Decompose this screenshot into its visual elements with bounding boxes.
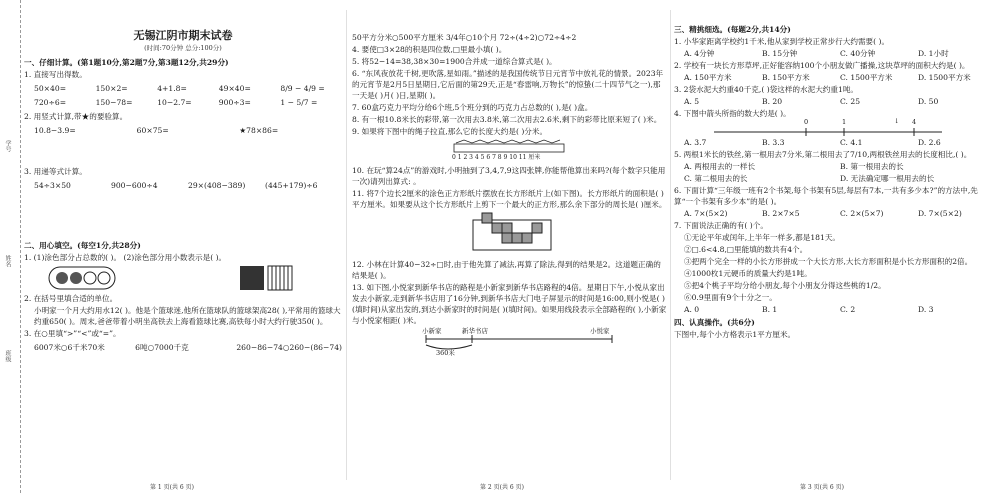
section-4-heading: 四、认真操作。(共6分) — [674, 318, 755, 327]
statement: ①无论平年或闰年,上半年一样多,都是181天。 — [684, 233, 841, 242]
choice-q4-options — [684, 137, 996, 148]
calc-q1: 1. 直接写出得数。 — [24, 70, 87, 80]
option: A. 0 — [684, 305, 700, 314]
option: C. 第二根用去的长 — [684, 174, 748, 183]
fill-q2: 2. 在括号里填合适的单位。 — [24, 294, 118, 304]
calc-row-1 — [34, 83, 342, 94]
option: B. 15分钟 — [762, 49, 798, 58]
calc-item: 150×2= — [95, 84, 128, 94]
numline-1: 1 — [842, 118, 847, 126]
rectangle-figure — [472, 212, 668, 257]
choice-q2-options — [684, 72, 996, 83]
compare-item: 260−86−74○260−(86−74) — [236, 343, 342, 353]
fill-q5: 5. 将52−14=38,38×30=1900合并成一道综合算式是( )。 — [352, 57, 557, 66]
choice-q4: 4. 下图中箭头所指的数大约是( )。 — [674, 109, 791, 118]
ruler-labels: 0 1 2 3 4 5 6 7 8 9 10 11 厘米 — [452, 154, 541, 161]
fill-q12: 12. 小林在计算40−32÷□时,由于他先算了减法,再算了除法,得到的结果是2。这道题正确的结果是( )。 — [352, 259, 661, 280]
rope-ruler — [452, 139, 582, 153]
option: C. 2×(5×7) — [840, 209, 884, 218]
fill-q1-figures — [48, 265, 342, 291]
exam-title: 无锡江阴市期末试卷 — [133, 29, 233, 42]
fill-q4: 4. 要使□3×28的积是四位数,□里最小填( )。 — [352, 45, 507, 54]
operation-intro: 下图中,每个小方格表示1平方厘米。 — [674, 330, 796, 339]
choice-q1-options — [684, 48, 996, 59]
calc-item: (445+179)÷6 — [265, 181, 318, 191]
option: C. 4.1 — [840, 138, 863, 147]
calc-item: 29×(408−389) — [188, 181, 246, 191]
numline-0: 0 — [804, 118, 809, 126]
statement: ⑤把4个桃子平均分给小朋友,每个小朋友分得这些桃的1/2。 — [684, 281, 886, 290]
fill-q7: 7. 60盒巧克力平均分给6个班,5个班分到的巧克力占总数的( ),是( )盒。 — [352, 103, 593, 112]
choice-q6: 6. 下面计算“三年级一班有2个书架,每个书架有5层,每层有7本,一共有多少本?”的方法中,先算“一个书架有多少本”的是( )。 — [674, 186, 978, 206]
calc-item: 10−2.7= — [157, 98, 192, 108]
binding-strip — [0, 0, 21, 493]
statement: ④1000枚1元硬币的质量大约是1吨。 — [684, 269, 812, 278]
choice-q3: 3. 2袋水泥大约重40千克,( )袋这样的水泥大约重1吨。 — [674, 85, 859, 94]
choice-q5-options-a — [684, 161, 996, 172]
compare-item: 6吨○7000千克 — [135, 343, 189, 353]
option: A. 3.7 — [684, 138, 707, 147]
option: A. 7×(5×2) — [684, 209, 728, 218]
numline-arrow: ↓ — [894, 117, 900, 125]
page-1-column — [24, 6, 342, 356]
option: D. 3 — [918, 305, 934, 314]
calc-item: 1 − 5/7 = — [280, 98, 318, 108]
section-2-heading: 二、用心填空。(每空1分,共28分) — [24, 241, 141, 251]
option: D. 1500平方米 — [918, 73, 971, 82]
fill-q10: 10. 在玩“算24点”的游戏时,小明抽到了3,4,7,9这四张牌,你能帮他算出来吗?(每个数字只能用一次)请列出算式: 。 — [352, 165, 666, 186]
option: D. 2.6 — [918, 138, 941, 147]
option: A. 两根用去的一样长 — [684, 162, 756, 171]
calc-q2: 2. 用竖式计算,带★的要验算。 — [24, 112, 128, 122]
choice-q5-options-b — [684, 173, 996, 184]
vertical-calc-row — [34, 125, 342, 136]
number-line — [714, 128, 944, 136]
distance-line-figure — [422, 327, 668, 357]
class-label: 班级 — [4, 350, 11, 362]
calc-item: 150−78= — [95, 98, 133, 108]
calc-item: 49×40= — [218, 84, 251, 94]
statement: ⑥0.9里面有9个十分之一。 — [684, 293, 777, 302]
fill-q1: 1. (1)涂色部分占总数的( )。 (2)涂色部分用小数表示是( )。 — [24, 253, 227, 263]
calc-item: 50×40= — [34, 84, 67, 94]
option: C. 1500平方米 — [840, 73, 893, 82]
exam-subtitle: (时间:70分钟 总分:100分) — [144, 43, 222, 52]
statement: ②□.6<4.8,□里能填的数共有4个。 — [684, 245, 808, 254]
option: B. 20 — [762, 97, 783, 106]
choice-q3-options — [684, 96, 996, 107]
line-length-label: 360米 — [436, 348, 455, 357]
calc-item: 54÷3×50 — [34, 181, 71, 191]
option: B. 150平方米 — [762, 73, 810, 82]
student-id-label: 学号 — [4, 140, 11, 152]
option: B. 3.3 — [762, 138, 785, 147]
line-label-xiaoyue: 小悦家 — [590, 326, 610, 335]
fill-q2-text: 小明家一个月大约用水12( )。他是个篮球迷,他所在篮球队的篮球架高28( ),平常用的篮球大约重650( )。周末,爸爸带着小明坐高铁去上海看篮球比赛,高铁每小时大约行驶350( )。 — [34, 306, 341, 327]
calc-item: 60×75= — [136, 126, 169, 136]
compare-item: 6007米○6千米70米 — [34, 343, 105, 353]
page-2-column — [352, 6, 668, 357]
ruler-figure — [452, 139, 668, 163]
calc-item: 4+1.8= — [157, 84, 187, 94]
option: D. 7×(5×2) — [918, 209, 962, 218]
section-1-heading: 一、仔细计算。(第1题10分,第2题7分,第3题12分,共29分) — [24, 58, 229, 68]
squares-in-rectangle — [472, 212, 552, 254]
name-label: 姓名 — [4, 255, 11, 267]
calc-item: 720÷6= — [34, 98, 67, 108]
calc-item: 900÷3= — [218, 98, 251, 108]
section-3-heading: 三、精挑细选。(每题2分,共14分) — [674, 25, 791, 34]
numline-4: 4 — [912, 118, 917, 126]
calc-item: ★78×86= — [239, 126, 279, 136]
option: A. 150平方米 — [684, 73, 732, 82]
option: C. 2 — [840, 305, 856, 314]
shaded-grid-figure — [238, 265, 298, 291]
option: D. 50 — [918, 97, 939, 106]
stepwise-calc-row — [34, 180, 342, 191]
fill-q13: 13. 如下图,小悦家到新华书店的路程是小新家到新华书店路程的4倍。星期日下午,小悦从家出发去小新家,走到新华书店用了16分钟,到新华书店大门电子屏显示的时间是16:00,则小悦是( )(填时间)从家出发的,到达小新家时的时间是( )(填时间)。如果用线段表示全部路程的( ),小新家与小悦家相距( )米。 — [352, 282, 667, 325]
shaded-ovals-figure — [48, 265, 118, 291]
line-label-bookstore: 新华书店 — [462, 326, 488, 335]
calc-item: 8/9 − 4/9 = — [280, 84, 325, 94]
compare-row-cont: 50平方分米○500平方厘米 3/4年○10个月 72÷(4÷2)○72÷4÷2 — [352, 33, 577, 42]
fill-q6: 6. “东风夜放花千树,更吹落,星如雨。”描述的是我国传统节日元宵节中放礼花的情景。2023年的元宵节是2月5日星期日,它后面的第29天,正是“春雷响,万物长”的惊蛰(二十四节气之一),那一天是( )月( )日,星期( )。 — [352, 69, 664, 100]
fill-q8: 8. 有一根10.8米长的彩带,第一次用去3.8米,第二次用去2.6米,剩下的彩带比原来短了( )米。 — [352, 115, 662, 124]
option: B. 2×7×5 — [762, 209, 800, 218]
page-2-footer: 第 2 页(共 6 页) — [480, 484, 524, 491]
calc-row-2 — [34, 97, 342, 108]
choice-q2: 2. 学校有一块长方形草坪,正好能容纳100个小朋友做广播操,这块草坪的面积大约是( )。 — [674, 61, 970, 70]
page-3-footer: 第 3 页(共 6 页) — [800, 484, 844, 491]
choice-q7: 7. 下面说法正确的有( )个。 — [674, 221, 768, 230]
option: B. 1 — [762, 305, 778, 314]
calc-q3: 3. 用递等式计算。 — [24, 167, 87, 177]
choice-q7-options — [684, 304, 996, 315]
choice-q6-options — [684, 208, 996, 219]
compare-row — [34, 342, 342, 353]
statement: ③把两个完全一样的小长方形拼成一个大长方形,大长方形面积是小长方形面积的2倍。 — [684, 257, 973, 266]
choice-q5: 5. 两根1米长的铁丝,第一根用去7分米,第二根用去了7/10,两根铁丝用去的长度相比,( )。 — [674, 150, 972, 159]
option: C. 25 — [840, 97, 861, 106]
option: D. 无法确定哪一根用去的长 — [840, 174, 935, 183]
calc-item: 10.8−3.9= — [34, 126, 76, 136]
page-1-footer: 第 1 页(共 6 页) — [150, 484, 194, 491]
choice-q1: 1. 小华家距离学校约1千米,他从家到学校正常步行大约需要( )。 — [674, 37, 890, 46]
fill-q9: 9. 如果将下图中的绳子拉直,那么它的长度大约是( )分米。 — [352, 127, 548, 136]
option: A. 4分钟 — [684, 49, 715, 58]
page-3-column — [674, 6, 996, 341]
calc-item: 900−600÷4 — [111, 181, 158, 191]
option: D. 1小时 — [918, 49, 949, 58]
option: B. 第一根用去的长 — [840, 162, 904, 171]
line-label-xiaoxin: 小新家 — [422, 326, 442, 335]
fill-q11: 11. 将7个边长2厘米的涂色正方形纸片摆放在长方形纸片上(如下图)。长方形纸片的面积是( )平方厘米。如果要从这个长方形纸片上剪下一个最大的正方形,那么余下部分的周长是( )厘米。 — [352, 188, 667, 209]
option: A. 5 — [684, 97, 700, 106]
option: C. 40分钟 — [840, 49, 876, 58]
number-line-figure — [714, 117, 996, 136]
fill-q3: 3. 在○里填“>”“<”或“=”。 — [24, 329, 121, 339]
